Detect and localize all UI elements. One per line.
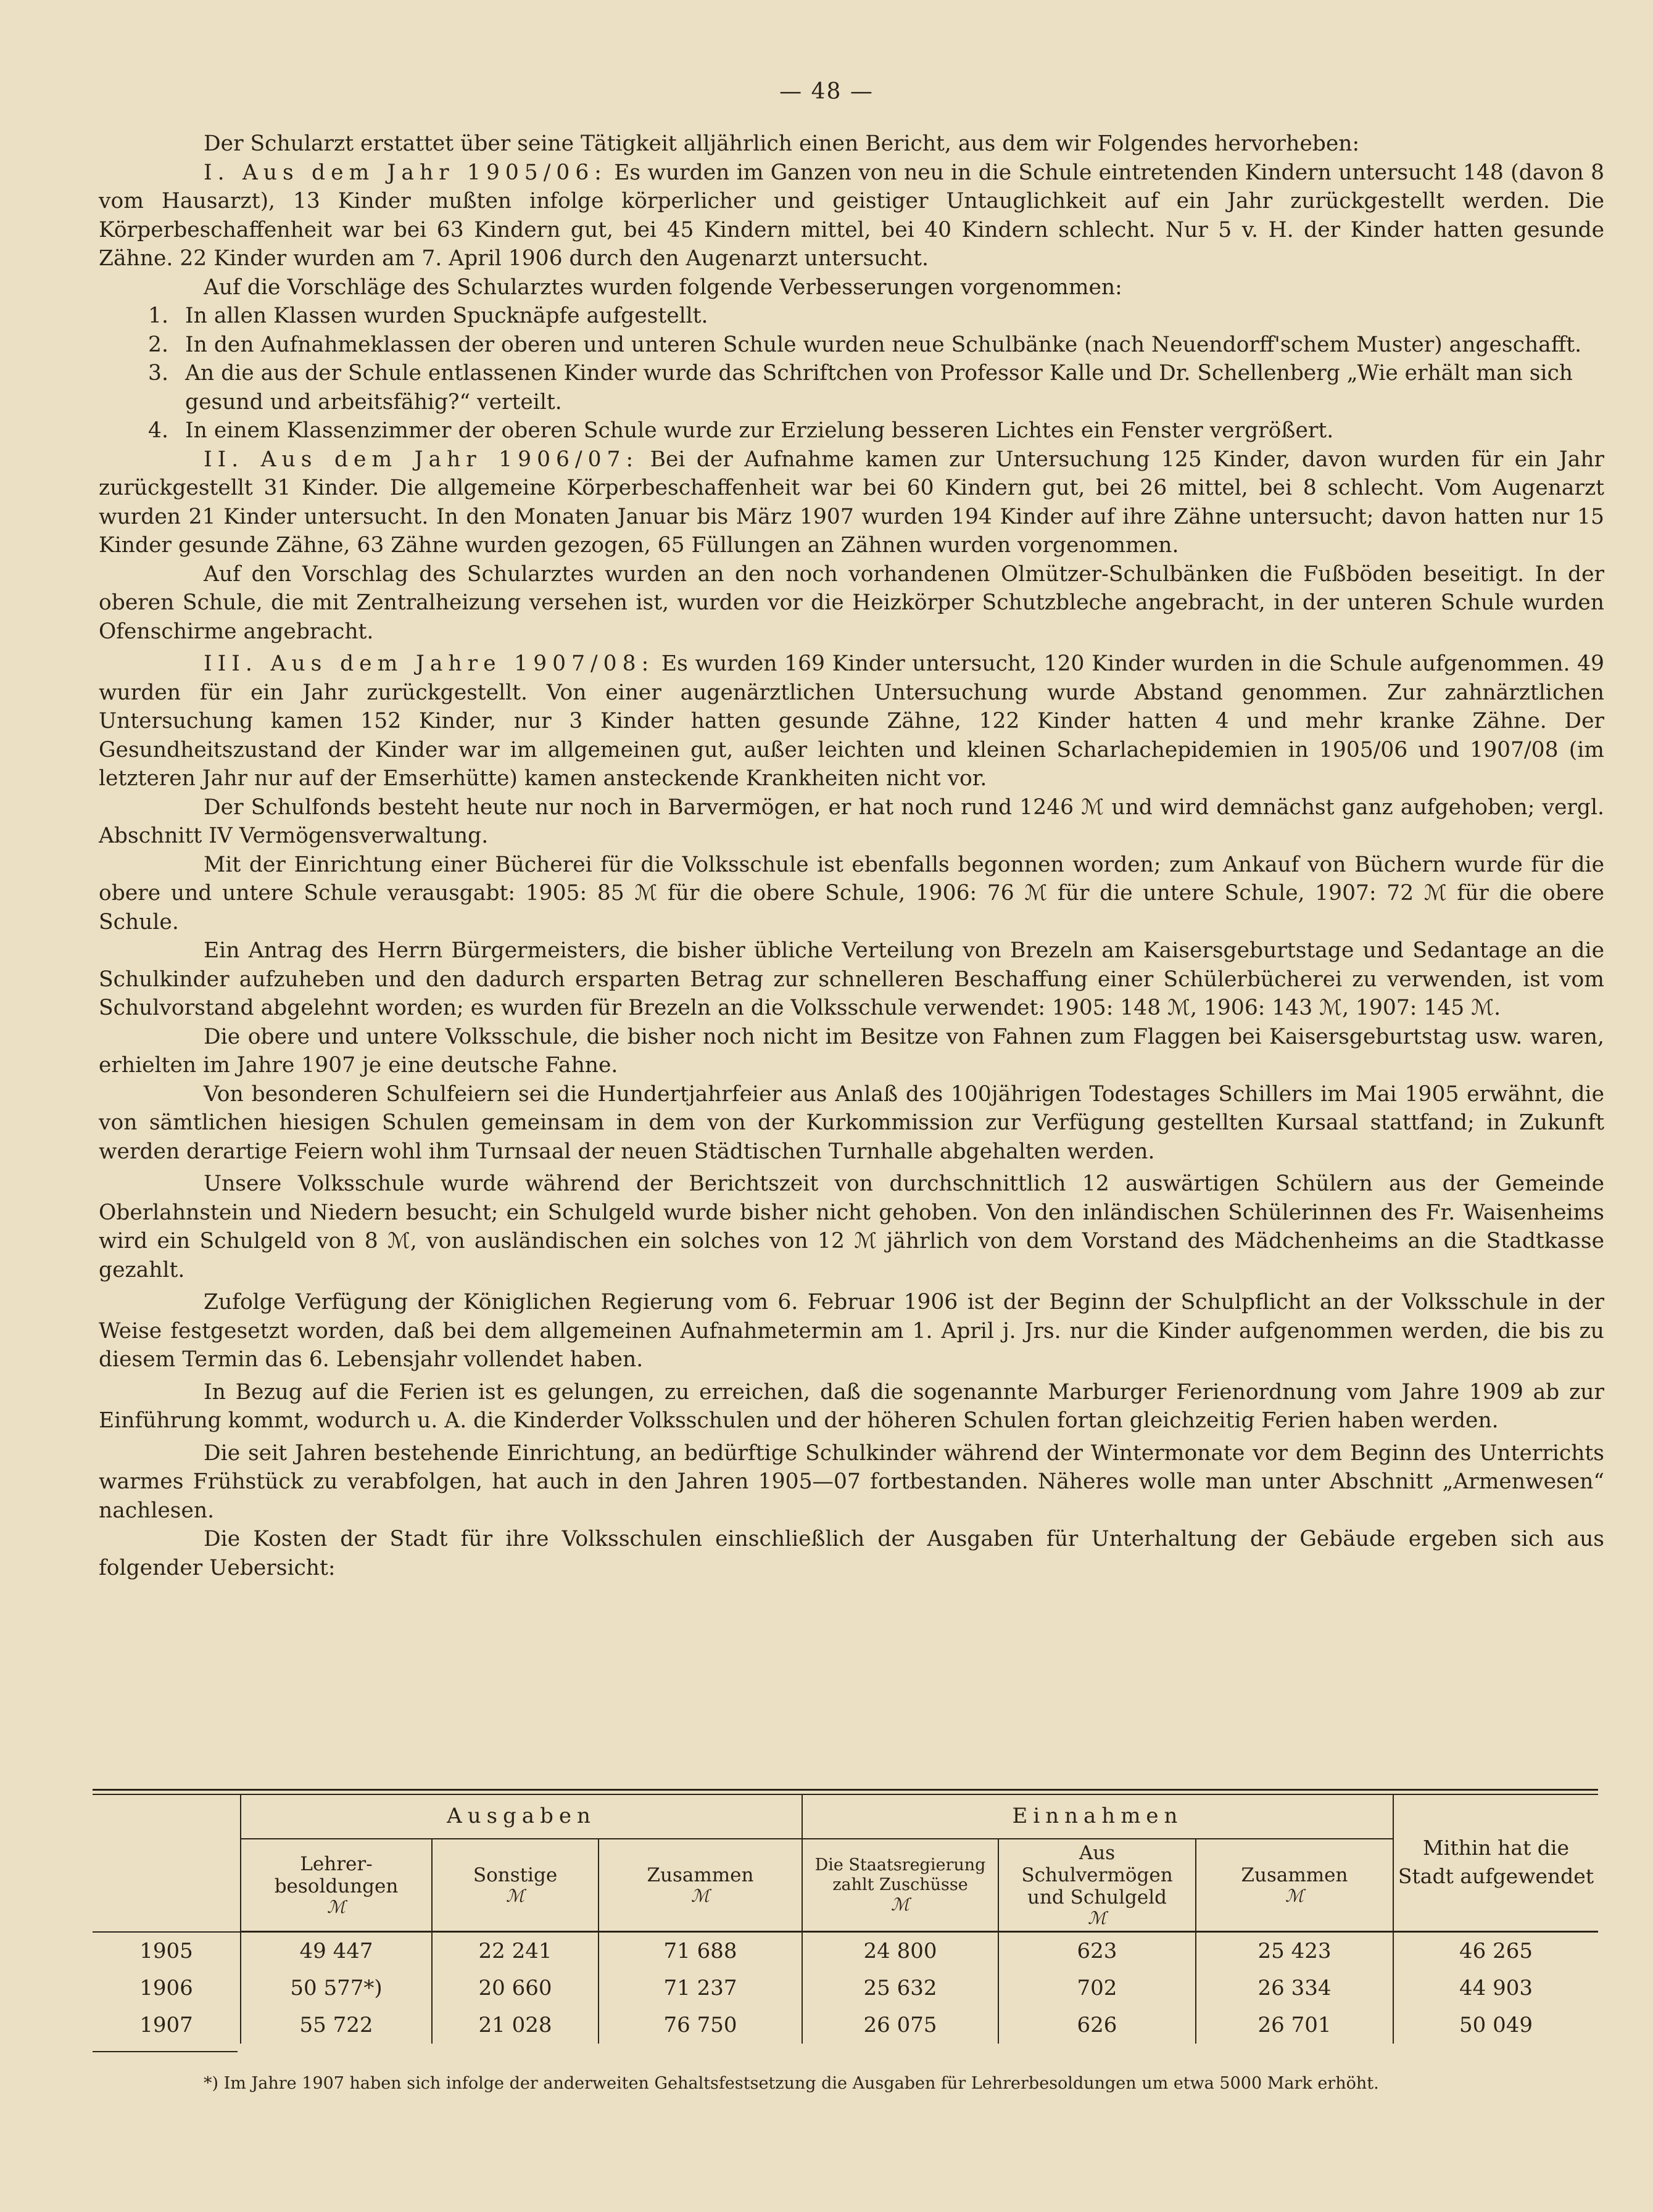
mithin-cell: 46 265 <box>1393 1932 1598 1970</box>
page-number: — 48 — <box>779 79 874 104</box>
paragraph <box>99 650 1604 793</box>
year-header <box>93 1794 241 1932</box>
paragraph-body: Bei der Aufnahme kamen zur Untersuchung 125 Kinder, davon wurden für ein Jahr zurückgestellt 31 Kinder. Die allgemeine Körperbeschaffenheit war bei 60 Kindern gut, bei 26 mittel, bei 8 schlecht. Vom Augenarzt wurden 21 Kinder untersucht. In den Monaten Januar bis März 1907 wurden 194 Kinder auf ihre Zähne untersucht; davon hatten nur 15 Kinder gesunde Zähne, 63 Zähne wurden gezogen, 65 Füllungen an Zähnen wurden vorgenommen. <box>99 447 1604 558</box>
einnahmen-group-header: Einnahmen <box>802 1794 1393 1839</box>
schulverm-header <box>998 1839 1196 1932</box>
list-text: In allen Klassen wurden Spucknäpfe aufgestellt. <box>185 303 708 328</box>
paragraph: Ein Antrag des Herrn Bürgermeisters, die bisher übliche Verteilung von Brezeln am Kaisersgeburtstage und Sedantage an die Schulkinder aufzuheben und den dadurch ersparten Betrag zur schnelleren Beschaffung einer Schülerbücherei zu verwenden, ist vom Schulvorstand abgelehnt worden; es wurden für Brezeln an die Volksschule verwendet: 1905: 148 ℳ, 1906: 143 ℳ, 1907: 145 ℳ. <box>99 938 1604 1020</box>
table-sub-header <box>93 1839 1598 1932</box>
list-item <box>99 302 1604 331</box>
staat-cell: 25 632 <box>802 1970 998 2007</box>
mithin-cell: 50 049 <box>1393 2007 1598 2044</box>
sonstige-header <box>432 1839 599 1932</box>
year-cell: 1906 <box>139 1976 193 2000</box>
table-row <box>93 1970 1598 2007</box>
currency-unit: ℳ <box>891 1894 909 1915</box>
header-label: Sonstige <box>473 1864 558 1886</box>
zusammen2-cell: 26 334 <box>1196 1970 1393 2007</box>
year-cell: 1905 <box>139 1938 193 1963</box>
header-label: Aus Schulvermögen und Schulgeld <box>1021 1842 1173 1909</box>
table-row <box>93 1932 1598 1970</box>
table-row <box>93 2007 1598 2044</box>
staat-cell: 26 075 <box>802 2007 998 2044</box>
list-text: In den Aufnahmeklassen der oberen und unteren Schule wurden neue Schulbänke (nach Neuendorff'schem Muster) angeschafft. <box>185 332 1582 357</box>
table-group-header <box>93 1794 1598 1839</box>
currency-unit: ℳ <box>1088 1908 1106 1928</box>
paragraph: Zufolge Verfügung der Königlichen Regierung vom 6. Februar 1906 ist der Beginn der Schulpflicht an der Volksschule in der Weise festgesetzt worden, daß bei dem allgemeinen Aufnahmetermin am 1. April j. Jrs. nur die Kinder aufgenommen werden, die bis zu diesem Termin das 6. Lebensjahr vollendet haben. <box>99 1290 1604 1372</box>
header-label: Zusammen <box>1241 1864 1348 1886</box>
header-label: Die Staatsregierung zahlt Zuschüsse <box>814 1855 986 1894</box>
section-heading: III. Aus dem Jahre 1907/08: <box>204 651 655 676</box>
paragraph: Die obere und untere Volksschule, die bisher noch nicht im Besitze von Fahnen zum Flaggen bei Kaisersgeburtstag usw. waren, erhielten im Jahre 1907 je eine deutsche Fahne. <box>99 1024 1604 1078</box>
list-text: In einem Klassenzimmer der oberen Schule wurde zur Erzielung besseren Lichtes ein Fenster vergrößert. <box>185 418 1334 443</box>
paragraph: Die Kosten der Stadt für ihre Volksschulen einschließlich der Ausgaben für Unterhaltung der Gebäude ergeben sich aus folgender Uebersicht: <box>99 1527 1604 1580</box>
zusammen-header <box>599 1839 802 1932</box>
staat-header <box>802 1839 998 1932</box>
paragraph-body: Es wurden 169 Kinder untersucht, 120 Kinder wurden in die Schule aufgenommen. 49 wurden für ein Jahr zurückgestellt. Von einer augenärztlichen Untersuchung wurde Abstand genommen. Zur zahnärztlichen Untersuchung kamen 152 Kinder, nur 3 Kinder hatten gesunde Zähne, 122 Kinder hatten 4 und mehr kranke Zähne. Der Gesundheitszustand der Kinder war im allgemeinen gut, außer leichten und kleinen Scharlachepidemien in 1905/06 und 1907/08 (im letzteren Jahr nur auf der Emserhütte) kamen ansteckende Krankheiten nicht vor. <box>99 651 1605 791</box>
paragraph: Mit der Einrichtung einer Bücherei für die Volksschule ist ebenfalls begonnen worden; zum Ankauf von Büchern wurde für die obere und untere Schule verausgabt: 1905: 85 ℳ für die obere Schule, 1906: 76 ℳ für die untere Schule, 1907: 72 ℳ für die obere Schule. <box>99 852 1604 935</box>
paragraph: Der Schularzt erstattet über seine Tätigkeit alljährlich einen Bericht, aus dem wir Folgendes hervorheben: <box>204 131 1360 156</box>
schulverm-cell: 702 <box>998 1970 1196 2007</box>
list-item <box>99 331 1604 360</box>
footnote-rule <box>93 2051 238 2052</box>
zusammen2-cell: 26 701 <box>1196 2007 1393 2044</box>
zusammen-cell: 71 688 <box>599 1932 802 1970</box>
currency-unit: ℳ <box>506 1886 524 1906</box>
currency-unit: ℳ <box>327 1897 346 1917</box>
paragraph: Die seit Jahren bestehende Einrichtung, an bedürftige Schulkinder während der Wintermonate vor dem Beginn des Unterrichts warmes Frühstück zu verabfolgen, hat auch in den Jahren 1905—07 fortbestanden. Näheres wolle man unter Abschnitt „Armenwesen“ nachlesen. <box>99 1440 1604 1523</box>
paragraph: In Bezug auf die Ferien ist es gelungen, zu erreichen, daß die sogenannte Marburger Ferienordnung vom Jahre 1909 ab zur Einführung kommt, wodurch u. A. die Kinderder Volksschulen und der höheren Schulen fortan gleichzeitig Ferien haben werden. <box>99 1379 1604 1433</box>
lehrer-header <box>241 1839 432 1932</box>
lehrer-cell: 50 577*) <box>241 1970 432 2007</box>
footnote: *) Im Jahre 1907 haben sich infolge der anderweiten Gehaltsfestsetzung die Ausgaben für Lehrerbesoldungen um etwa 5000 Mark erhöht. <box>204 2074 1379 2093</box>
mithin-header: Mithin hat die Stadt aufgewendet <box>1393 1794 1598 1932</box>
paragraph: Von besonderen Schulfeiern sei die Hundertjahrfeier aus Anlaß des 100jährigen Todestages Schillers im Mai 1905 erwähnt, die von sämtlichen hiesigen Schulen gemeinsam in dem von der Kurkommission zur Verfügung gestellten Kursaal stattfand; in Zukunft werden derartige Feiern wohl ihm Turnsaal der neuen Städtischen Turnhalle abgehalten werden. <box>99 1081 1604 1164</box>
paragraph <box>99 445 1604 560</box>
sonstige-cell: 20 660 <box>432 1970 599 2007</box>
sonstige-cell: 21 028 <box>432 2007 599 2044</box>
paragraph: Auf die Vorschläge des Schularztes wurden folgende Verbesserungen vorgenommen: <box>204 274 1122 300</box>
improvements-list <box>99 302 1604 445</box>
list-text: An die aus der Schule entlassenen Kinder wurde das Schriftchen von Professor Kalle und Dr. Schellenberg „Wie erhält man sich gesund und arbeitsfähig?“ verteilt. <box>185 361 1573 415</box>
list-number: 4. <box>148 418 168 443</box>
paragraph: Unsere Volksschule wurde während der Berichtszeit von durchschnittlich 12 auswärtigen Schülern aus der Gemeinde Oberlahnstein und Niedern besucht; ein Schulgeld wurde bisher nicht gehoben. Von den inländischen Schülerinnen des Fr. Waisenheims wird ein Schulgeld von 8 ℳ, von ausländischen ein solches von 12 ℳ jährlich von dem Vorstand des Mädchenheims an die Stadtkasse gezahlt. <box>99 1171 1604 1282</box>
lehrer-cell: 55 722 <box>241 2007 432 2044</box>
list-number: 1. <box>148 303 168 328</box>
costs-table <box>93 1794 1598 2044</box>
lehrer-cell: 49 447 <box>241 1932 432 1970</box>
zusammen-cell: 76 750 <box>599 2007 802 2044</box>
currency-unit: ℳ <box>1285 1886 1304 1906</box>
list-number: 3. <box>148 361 168 386</box>
schulverm-cell: 626 <box>998 2007 1196 2044</box>
list-number: 2. <box>148 332 168 357</box>
paragraph <box>99 159 1604 273</box>
zusammen2-cell: 25 423 <box>1196 1932 1393 1970</box>
table-top-rule <box>93 1789 1598 1791</box>
ausgaben-group-header: Ausgaben <box>241 1794 802 1839</box>
staat-cell: 24 800 <box>802 1932 998 1970</box>
year-cell: 1907 <box>139 2013 193 2037</box>
section-heading: II. Aus dem Jahr 1906/07: <box>204 447 639 472</box>
list-item <box>99 359 1604 416</box>
sonstige-cell: 22 241 <box>432 1932 599 1970</box>
paragraph: Auf den Vorschlag des Schularztes wurden an den noch vorhandenen Olmützer-Schulbänken die Fußböden beseitigt. In der oberen Schule, die mit Zentralheizung versehen ist, wurden vor die Heizkörper Schutzbleche angebracht, in der unteren Schule wurden Ofenschirme angebracht. <box>99 561 1604 644</box>
currency-unit: ℳ <box>691 1886 710 1906</box>
zusammen-cell: 71 237 <box>599 1970 802 2007</box>
paragraph-body: Es wurden im Ganzen von neu in die Schule eintretenden Kindern untersucht 148 (davon 8 vom Hausarzt), 13 Kinder mußten infolge körperlicher und geistiger Untauglichkeit auf ein Jahr zurückgestellt werden. Die Körperbeschaffenheit war bei 63 Kindern gut, bei 45 Kindern mittel, bei 40 Kindern schlecht. Nur 5 v. H. der Kinder hatten gesunde Zähne. 22 Kinder wurden am 7. April 1906 durch den Augenarzt untersucht. <box>99 160 1605 271</box>
header-label: Lehrer-besoldungen <box>274 1853 399 1897</box>
list-item <box>99 416 1604 445</box>
body-text <box>99 130 1604 1582</box>
mithin-cell: 44 903 <box>1393 1970 1598 2007</box>
schulverm-cell: 623 <box>998 1932 1196 1970</box>
section-heading: I. Aus dem Jahr 1905/06: <box>204 160 607 185</box>
header-label: Zusammen <box>647 1864 754 1886</box>
zusammen2-header <box>1196 1839 1393 1932</box>
paragraph: Der Schulfonds besteht heute nur noch in Barvermögen, er hat noch rund 1246 ℳ und wird demnächst ganz aufgehoben; vergl. Abschnitt IV Vermögensverwaltung. <box>99 794 1604 848</box>
